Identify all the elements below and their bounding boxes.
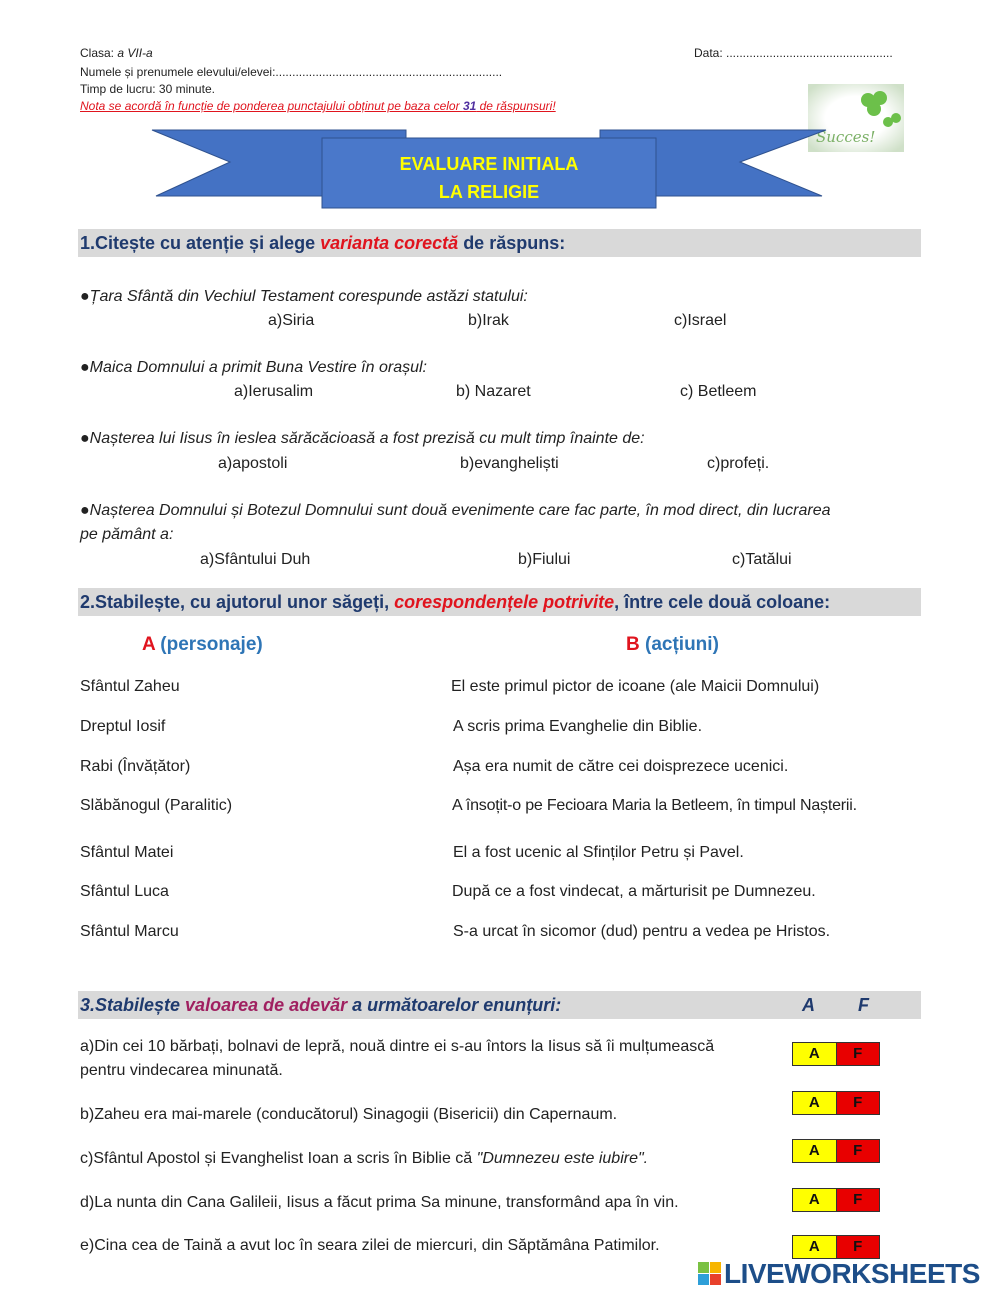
match-right-item[interactable]: S-a urcat în sicomor (dud) pentru a vedea pe Hristos.	[453, 923, 831, 940]
false-column-label: F	[858, 995, 869, 1015]
option-c[interactable]: c)Israel	[674, 312, 727, 329]
option-a[interactable]: a)Siria	[268, 312, 315, 329]
option-b[interactable]: b)Irak	[468, 312, 509, 329]
false-button[interactable]: F	[837, 1189, 880, 1211]
true-button[interactable]: A	[793, 1092, 837, 1114]
s2-title: 2.Stabilește, cu ajutorul unor săgeți,	[80, 592, 395, 612]
note-text-end: de răspunsuri!	[476, 99, 556, 113]
match-left-item[interactable]: Slăbănogul (Paralitic)	[80, 797, 233, 814]
question-2: ●Maica Domnului a primit Buna Vestire în orașul:	[80, 359, 427, 376]
option-a[interactable]: a)apostoli	[218, 455, 288, 472]
match-right-item[interactable]: După ce a fost vindecat, a mărturisit pe Dumnezeu.	[452, 883, 816, 900]
section-2-header	[78, 588, 921, 616]
statement-c	[80, 1150, 648, 1168]
section-1-header	[78, 229, 921, 257]
answer-count: 31	[462, 99, 477, 113]
time-text: Timp de lucru: 30 minute.	[80, 82, 215, 96]
statement-b: b)Zaheu era mai-marele (conducătorul) Sinagogii (Bisericii) din Capernaum.	[80, 1106, 618, 1123]
class-value: a VII-a	[117, 46, 153, 60]
s3-title: 3.Stabilește	[80, 995, 186, 1015]
match-left-item[interactable]: Rabi (Învățător)	[80, 758, 191, 775]
column-a-header	[142, 634, 263, 656]
option-b[interactable]: b)Fiului	[518, 551, 571, 568]
match-right-item[interactable]: El a fost ucenic al Sfinților Petru și Pavel.	[453, 844, 744, 861]
statement-a-cont: pentru vindecarea minunată.	[80, 1062, 283, 1079]
match-right-item[interactable]: Așa era numit de către cei doisprezece ucenici.	[453, 758, 789, 775]
true-column-label: A	[802, 995, 815, 1015]
true-button[interactable]: A	[793, 1140, 837, 1162]
brand-text: LIVEWORKSHEETS	[724, 1258, 980, 1289]
title-line-1: EVALUARE INITIALA	[399, 154, 579, 174]
true-button[interactable]: A	[793, 1043, 837, 1065]
class-line	[80, 46, 153, 60]
match-left-item[interactable]: Dreptul Iosif	[80, 718, 166, 735]
true-false-selector	[792, 1235, 880, 1259]
option-b[interactable]: b)evangheliști	[460, 455, 559, 472]
s1-title-end: de răspuns:	[458, 233, 566, 253]
question-4-cont: pe pământ a:	[80, 526, 174, 543]
match-right-item[interactable]: El este primul pictor de icoane (ale Maicii Domnului)	[451, 678, 820, 695]
col-a-letter: A	[142, 634, 156, 655]
false-button[interactable]: F	[837, 1140, 880, 1162]
liveworksheets-logo-icon	[698, 1262, 722, 1286]
col-b-letter: B	[626, 634, 640, 655]
date-field[interactable]: Data: ..................................................	[694, 46, 893, 60]
false-button[interactable]: F	[837, 1092, 880, 1114]
grading-note	[80, 99, 556, 113]
section-3-header	[78, 991, 921, 1019]
match-right-item[interactable]: A scris prima Evanghelie din Biblie.	[453, 718, 703, 735]
match-left-item[interactable]: Sfântul Zaheu	[80, 678, 180, 695]
statement-e: e)Cina cea de Taină a avut loc în seara zilei de miercuri, din Săptămâna Patimilor.	[80, 1237, 660, 1254]
column-b-header	[626, 634, 719, 656]
s2-title-end: , între cele două coloane:	[614, 592, 831, 612]
s2-title-em: corespondențele potrivite	[394, 592, 615, 612]
false-button[interactable]: F	[837, 1236, 880, 1258]
option-c[interactable]: c)Tatălui	[732, 551, 792, 568]
question-1: ●Țara Sfântă din Vechiul Testament corespunde astăzi statului:	[80, 288, 528, 305]
ribbon-title	[322, 150, 656, 206]
match-left-item[interactable]: Sfântul Matei	[80, 844, 174, 861]
liveworksheets-brand	[698, 1258, 980, 1290]
true-false-selector	[792, 1091, 880, 1115]
match-left-item[interactable]: Sfântul Luca	[80, 883, 169, 900]
option-a[interactable]: a)Ierusalim	[234, 383, 314, 400]
s1-title-em: varianta corectă	[320, 233, 459, 253]
true-button[interactable]: A	[793, 1236, 837, 1258]
false-button[interactable]: F	[837, 1043, 880, 1065]
statement-d: d)La nunta din Cana Galileii, Iisus a făcut prima Sa minune, transformând apa în vin.	[80, 1194, 679, 1211]
s1-title: 1.Citește cu atenție și alege	[80, 233, 321, 253]
option-b[interactable]: b) Nazaret	[456, 383, 531, 400]
true-button[interactable]: A	[793, 1189, 837, 1211]
col-a-label: (personaje)	[155, 634, 263, 655]
s3-title-end: a următoarelor enunțuri:	[347, 995, 562, 1015]
question-3: ●Nașterea lui Iisus în ieslea sărăcăcioasă a fost prezisă cu mult timp înainte de:	[80, 430, 645, 447]
statement-a: a)Din cei 10 bărbați, bolnavi de lepră, nouă dintre ei s-au întors la Iisus să îi mulțumească	[80, 1038, 715, 1055]
note-text: Nota se acordă în funcție de ponderea punctajului obținut pe baza celor	[80, 99, 463, 113]
statement-c-text: c)Sfântul Apostol și Evanghelist Ioan a scris în Biblie că	[80, 1150, 477, 1167]
s3-title-em: valoarea de adevăr	[185, 995, 348, 1015]
true-false-selector	[792, 1139, 880, 1163]
option-c[interactable]: c)profeți.	[707, 455, 770, 472]
option-c[interactable]: c) Betleem	[680, 383, 757, 400]
true-false-selector	[792, 1042, 880, 1066]
statement-c-quote: "Dumnezeu este iubire".	[476, 1150, 649, 1167]
name-field[interactable]: Numele și prenumele elevului/elevei:....................................................................	[80, 65, 503, 79]
class-label: Clasa:	[80, 46, 115, 60]
title-line-2: LA RELIGIE	[438, 182, 540, 202]
true-false-selector	[792, 1188, 880, 1212]
option-a[interactable]: a)Sfântului Duh	[200, 551, 311, 568]
match-right-item[interactable]: A însoțit-o pe Fecioara Maria la Betleem, în timpul Nașterii.	[452, 797, 857, 814]
succes-text: Succes!	[816, 128, 876, 146]
col-b-label: (acțiuni)	[639, 634, 719, 655]
question-4: ●Nașterea Domnului și Botezul Domnului sunt două evenimente care fac parte, în mod direct, din lucrarea	[80, 502, 831, 519]
match-left-item[interactable]: Sfântul Marcu	[80, 923, 179, 940]
